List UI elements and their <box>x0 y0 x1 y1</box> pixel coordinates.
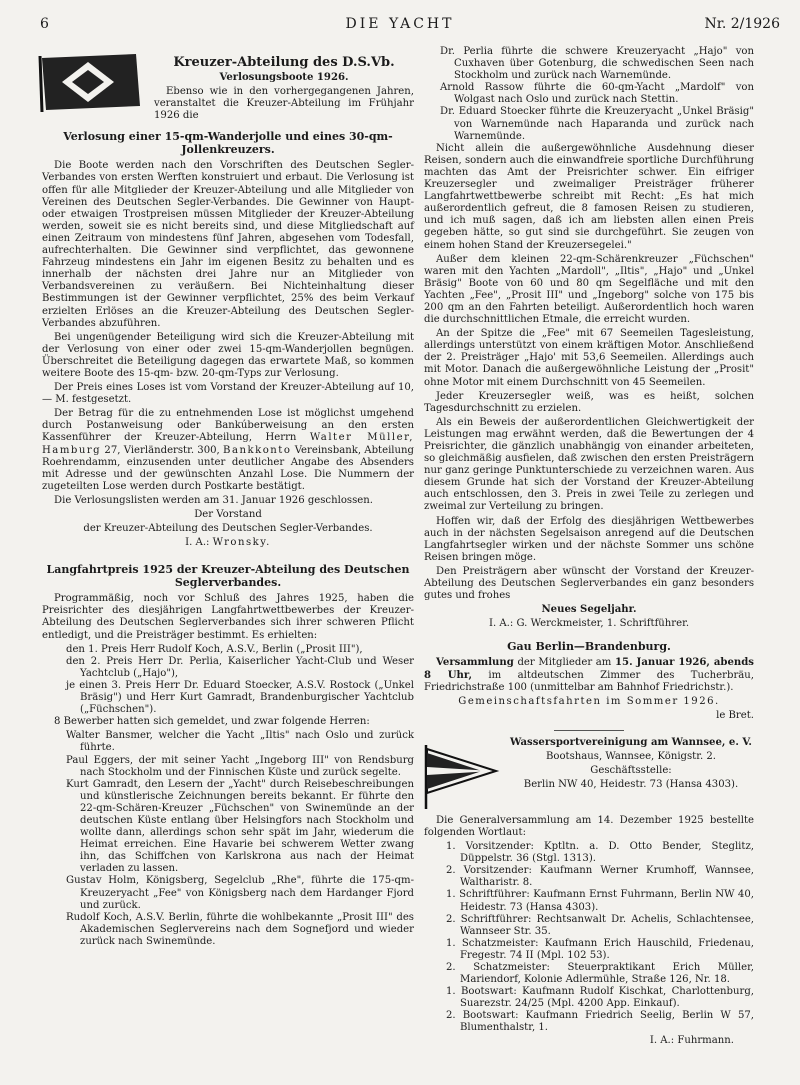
paragraph: Außer dem kleinen 22-qm-Schärenkreuzer „Füchschen" waren mit den Yachten „Mardoll", „Iltis", „Hajo" und „Unkel Bräsig" Boote von 60 und 80 qm Segelfläche und mit den Yachten „Fee", „Prosit III" und „Ingeborg" solche von 175 bis 200 qm an den Fahrten beteiligt. Außerordentlich hoch waren die durchschnittlichen Etmale, die erreicht wurden. <box>424 253 754 326</box>
list-item: den 2. Preis Herr Dr. Perlia, Kaiserlicher Yacht-Club und Weser Yachtclub („Hajo"), <box>66 655 414 679</box>
text-run: Versammlung <box>436 657 514 669</box>
signature-line: der Kreuzer-Abteilung des Deutschen Segler-Verbandes. <box>83 523 373 535</box>
magazine-title: DIE YACHT <box>345 16 455 32</box>
entrant-list-continued <box>424 46 754 143</box>
paragraph: Programmäßig, noch vor Schluß des Jahres 1925, haben die Preisrichter des diesjährigen Langfahrtwettbewerbes der Kreuzer-Abteilung des Deutschen Seglerverbandes sich ihrer schweren Pflicht entledigt, und die Preisträger bestimmt. Es erhielten: <box>42 593 414 641</box>
paragraph: Der Preis eines Loses ist vom Vorstand der Kreuzer-Abteilung auf 10,— M. festgesetzt. <box>42 382 414 406</box>
text-run: Bankkonto <box>223 444 292 456</box>
paragraph: Als ein Beweis der außerordentlichen Gleichwertigkeit der Leistungen mag erwähnt werden, daß die Bewertungen der 4 Preisrichter, die gänzlich unabhängig von einander arbeiteten, so gleichmäßig ausfielen, daß zwischen den ersten Preisträgern nur ganz geringe Punktunterschiede zu verzeichnen waren. Aus diesem Grunde hat sich der Vorstand der Kreuzer-Abteilung auch entschlossen, den 3. Preis in zwei Teile zu zerlegen und zweimal zur Verteilung zu bringen. <box>424 416 754 513</box>
signature-line <box>42 537 414 549</box>
list-item: 1. Schriftführer: Kaufmann Ernst Fuhrmann, Berlin NW 40, Heidestr. 73 (Hansa 4303). <box>446 889 754 913</box>
signature-line: I. A.: Fuhrmann. <box>649 1034 734 1046</box>
list-item: 2. Schriftführer: Rechtsanwalt Dr. Achelis, Schlachtensee, Wannseer Str. 35. <box>446 913 754 937</box>
paragraph: Die Generalversammlung am 14. Dezember 1925 bestellte folgenden Wortlaut: <box>424 814 754 838</box>
list-item: 2. Schatzmeister: Steuerpraktikant Erich Müller, Mariendorf, Kolonie Adlermühle, Straße 126, Nr. 18. <box>446 962 754 986</box>
address-line: Berlin NW 40, Heidestr. 73 (Hansa 4303). <box>523 779 739 791</box>
list-item: Dr. Eduard Stoecker führte die Kreuzeryacht „Unkel Bräsig" von Warnemünde nach Haparanda und zurück nach Warnemünde. <box>440 106 754 142</box>
paragraph: Die Boote werden nach den Vorschriften des Deutschen Segler-Verbandes von ersten Werften konstruiert und erbaut. Die Verlosung ist offen für alle Mitglieder der Kreuzer-Abteilung und alle Mitglieder von Vereinen des Deutschen Segler-Verbandes. Die Gewinner von Haupt- oder etwaigen Trostpreisen müssen Mitglieder der Kreuzer-Abteilung werden, soweit sie es nicht bereits sind, und diese Mitgliedschaft auf einen Zeitraum von mindestens fünf Jahren, abgesehen vom Todesfall, aufrechterhalten. Die Gewinner sind verpflichtet, das gewonnene Fahrzeug mindestens ein Jahr im eigenen Besitz zu behalten und es innerhalb der nächsten drei Jahre nur an Mitglieder von Verbandsvereinen zu veräußern. Bei Nichteinhaltung dieser Bestimmungen ist der Gewinner verpflichtet, 25% des beim Verkauf erzielten Erlöses an die Kreuzer-Abteilung des Deutschen Segler-Verbandes abzuführen. <box>42 160 414 329</box>
left-column <box>42 46 414 948</box>
right-column <box>424 46 754 1049</box>
list-item: 1. Schatzmeister: Kaufmann Erich Hauschild, Friedenau, Fregestr. 74 II (Mpl. 102 53). <box>446 937 754 961</box>
divider <box>554 730 624 731</box>
paragraph: Jeder Kreuzersegler weiß, was es heißt, solchen Tagesdurchschnitt zu erzielen. <box>424 390 754 414</box>
list-item: Arnold Rassow führte die 60-qm-Yacht „Mardolf" von Wolgast nach Oslo und zurück nach Stettin. <box>440 82 754 106</box>
person-name: Wronsky. <box>212 537 271 549</box>
paragraph <box>424 657 754 693</box>
list-item: Dr. Perlia führte die schwere Kreuzeryacht „Hajo" von Cuxhaven über Gotenburg, die schwedischen Seen nach Stockholm und zurück nach Warnemünde. <box>440 46 754 82</box>
list-item: Kurt Gamradt, den Lesern der „Yacht" durch Reisebeschreibungen und künstlerische Zeichnungen bereits bekannt. Er führte den 22-qm-Schären-Kreuzer „Füchschen" von Swinemünde an der deutschen Küste entlang über Helsingfors nach Stockholm und wollte dann, allerdings schon sehr spät im Jahr, wiederum die Heimat erreichen. Eine Havarie bei schwerem Wetter zwang ihn, das Schiffchen von Karlskrona aus nach der Heimat verladen zu lassen. <box>66 778 414 875</box>
list-item: je einen 3. Preis Herr Dr. Eduard Stoecker, A.S.V. Rostock („Unkel Bräsig") und Herr Kurt Gamradt, Brandenburgischer Yachtclub („Füchschen"). <box>66 679 414 716</box>
list-item: Gustav Holm, Königsberg, Segelclub „Rhe", führte die 175-qm-Kreuzeryacht „Fee" von Königsberg nach dem Hardanger Fjord und zurück. <box>66 875 414 911</box>
text-run: 27, Vierländerstr. 300, <box>104 444 220 456</box>
paragraph: Die Verlosungslisten werden am 31. Januar 1926 geschlossen. <box>54 494 373 506</box>
list-item: Paul Eggers, der mit seiner Yacht „Ingeborg III" von Rendsburg nach Stockholm und der Finnischen Küste und zurück segelte. <box>66 754 414 778</box>
list-item: 2. Bootswart: Kaufmann Friedrich Seelig, Berlin W 57, Blumenthalstr, 1. <box>446 1010 754 1034</box>
text-run: 15. Januar 1926, abends 8 Uhr, <box>424 657 754 681</box>
closing-greeting: Neues Segeljahr. <box>541 604 637 616</box>
page-number: 6 <box>40 16 49 32</box>
paragraph: An der Spitze die „Fee" mit 67 Seemeilen Tagesleistung, allerdings unterstützt von einem kräftigen Motor. Anschließend der 2. Preisträger „Hajo' mit 53,6 Seemeilen. Allerdings auch mit Motor. Danach die außergewöhnliche Leistung der „Prosit" ohne Motor mit einem Durchschnitt von 45 Seemeilen. <box>424 328 754 388</box>
paragraph: Hoffen wir, daß der Erfolg des diesjährigen Wettbewerbes auch in der nächsten Segelsaison anregend auf die Deutschen Langfahrtsegler wirken und der nächste Sommer uns schöne Reisen bringen möge. <box>424 515 754 563</box>
section-subtitle: Verlosungsboote 1926. <box>219 72 349 83</box>
paragraph: Nicht allein die außergewöhnliche Ausdehnung dieser Reisen, sondern auch die einwandfreie sportliche Durchführung machten das Amt der Preisrichter schwer. Ein eifriger Kreuzersegler und zweimaliger Preisträger früherer Langfahrtwettbewerbe schreibt mit Recht: „Es hat mich außerordentlich gefreut, die 8 famosen Reisen zu studieren, und ich muß sagen, daß ich am liebsten allen einen Preis gegeben hätte, so gut sind sie durchgeführt. Sie zeugen von einem hohen Stand der Kreuzersegelei." <box>424 142 754 251</box>
list-item: 1. Vorsitzender: Kptltn. a. D. Otto Bender, Steglitz, Düppelstr. 36 (Stgl. 1313). <box>446 841 754 865</box>
signature-line: Der Vorstand <box>194 509 262 520</box>
paragraph: Bei ungenügender Beteiligung wird sich die Kreuzer-Abteilung mit der Verlosung von einer oder zwei 15-qm-Wanderjollen begnügen. Überschreitet die Beteiligung dagegen das erwartete Maß, so kommen weitere Boote des 15-qm- bzw. 20-qm-Typs zur Verlosung. <box>42 331 414 379</box>
text-run: I. A.: <box>185 537 210 549</box>
address-line: Geschäftsstelle: <box>590 765 672 777</box>
section-title: Gau Berlin—Brandenburg. <box>507 640 671 654</box>
section-title: Kreuzer-Abteilung des D.S.Vb. <box>173 55 395 70</box>
signature-line: I. A.: G. Werckmeister, 1. Schriftführer. <box>488 618 690 630</box>
list-item: 1. Bootswart: Kaufmann Rudolf Kischkat, Charlottenburg, Suarezstr. 24/25 (Mpl. 4200 App. Einkauf). <box>446 986 754 1010</box>
paragraph <box>42 408 414 493</box>
paragraph: Gemeinschaftsfahrten im Sommer 1926. <box>458 695 720 707</box>
section-title: Wassersportvereinigung am Wannsee, e. V. <box>510 736 752 748</box>
signature-line: le Bret. <box>716 709 754 721</box>
paragraph: 8 Bewerber hatten sich gemeldet, und zwar folgende Herren: <box>54 716 370 728</box>
club-burgee-icon <box>422 741 500 811</box>
text-run: der Mitglieder am <box>517 657 612 669</box>
section-subheading: Verlosung einer 15-qm-Wanderjolle und eines 30-qm-Jollenkreuzers. <box>63 130 393 157</box>
list-item: Rudolf Koch, A.S.V. Berlin, führte die wohlbekannte „Prosit III" des Akademischen Seglervereins nach dem Sognefjord und wieder zurück nach Swinemünde. <box>66 911 414 947</box>
paragraph: Ebenso wie in den vorhergegangenen Jahren, veranstaltet die Kreuzer-Abteilung im Frühjahr 1926 die <box>154 86 414 122</box>
section-title: Langfahrtpreis 1925 der Kreuzer-Abteilung des Deutschen Seglerverbandes. <box>46 563 410 590</box>
issue-number: Nr. 2/1926 <box>704 16 780 32</box>
person-name: Walter Müller, Hamburg <box>42 432 414 456</box>
list-item: den 1. Preis Herr Rudolf Koch, A.S.V., Berlin („Prosit III"), <box>66 643 363 655</box>
text-run: Vereinsbank, Abteilung Roehrendamm, einzusenden unter deutlicher Angabe des Absenders mit Adresse und der gewünschten Anzahl Lose. Die Nummern der zugeteilten Lose werden durch Postkarte bestätigt. <box>42 444 414 492</box>
text-run: im altdeutschen Zimmer des Tucherbräu, Friedrichstraße 100 (unmittelbar am Bahnhof Friedrichstr.). <box>424 669 754 693</box>
text-run: Der Betrag für die zu entnehmenden Lose ist möglichst umgehend durch Postanweisung oder Bankúberweisung an den ersten Kassenführer der Kreuzer-Abteilung, Herrn <box>42 408 414 444</box>
list-item: Walter Bansmer, welcher die Yacht „Iltis" nach Oslo und zurück führte. <box>66 730 414 754</box>
paragraph: Den Preisträgern aber wünscht der Vorstand der Kreuzer-Abteilung des Deutschen Seglerverbandes ein ganz besonders gutes und frohes <box>424 565 754 602</box>
address-line: Bootshaus, Wannsee, Königstr. 2. <box>545 750 717 762</box>
prize-list <box>42 644 414 717</box>
page-header <box>0 16 800 36</box>
entrant-list <box>42 730 414 948</box>
board-list <box>424 841 754 1035</box>
list-item: 2. Vorsitzender: Kaufmann Werner Krumhoff, Wannsee, Waltharistr. 8. <box>446 865 754 889</box>
club-pennant-icon <box>36 48 146 114</box>
